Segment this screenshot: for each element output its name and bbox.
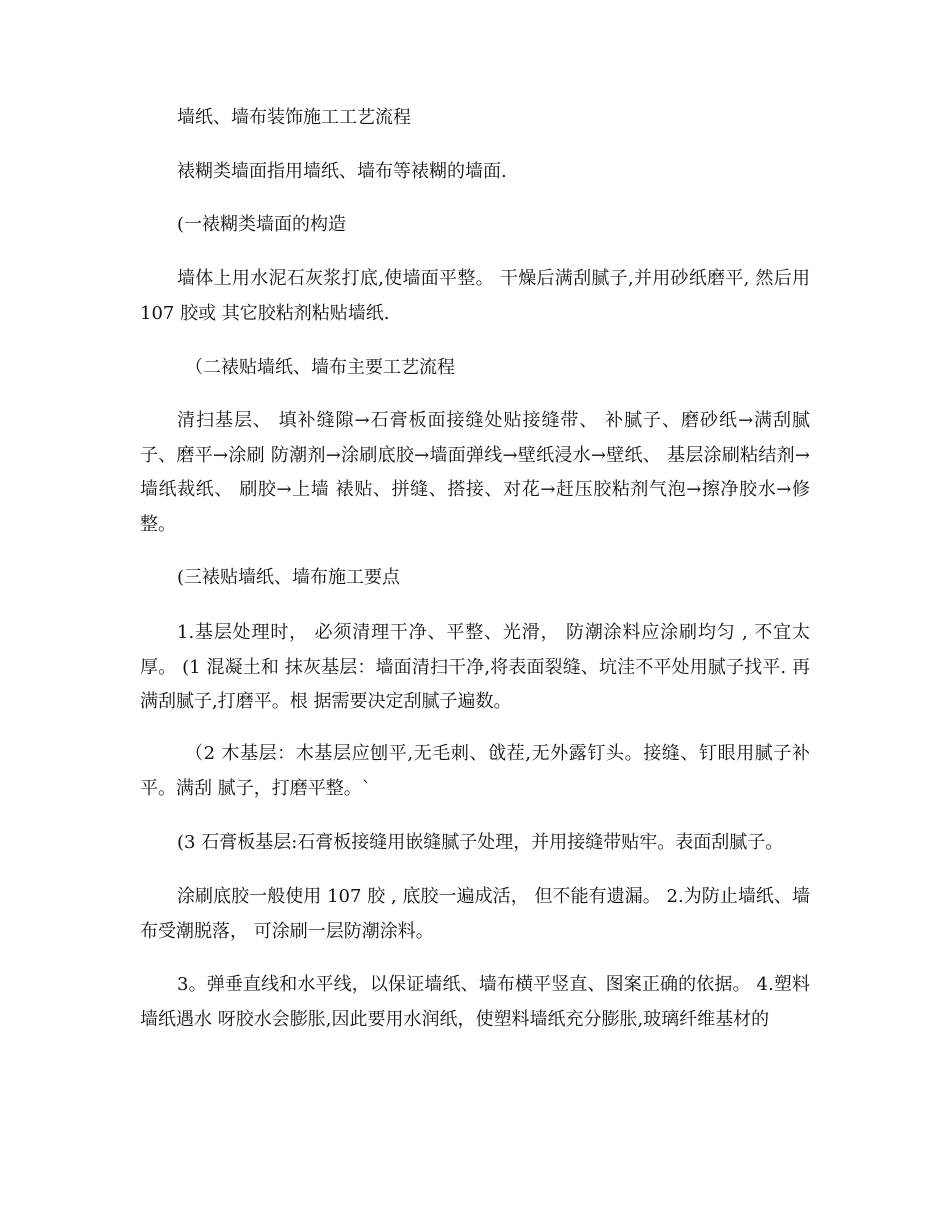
document-title: 墙纸、墙布装饰施工工艺流程 — [177, 107, 411, 128]
paragraph-base-treatment: 1.基层处理时， 必须清理干净、平整、光滑， 防潮涂料应涂刷均匀 , 不宜太厚。 (1 混凝土和 抹灰基层：墙面清扫干净,将表面裂缝、坑洼不平处用腻子找平. 再满刮腻子,打磨平。根 据需要决定刮腻子遍数。 — [140, 622, 810, 712]
paragraph-definition: 裱糊类墙面指用墙纸、墙布等裱糊的墙面. — [177, 161, 507, 182]
paragraph-structure: 墙体上用水泥石灰浆打底,使墙面平整。 干燥后满刮腻子,并用砂纸磨平, 然后用 107 胶或 其它胶粘剂粘贴墙纸. — [140, 268, 810, 324]
paragraph-primer: 涂刷底胶一般使用 107 胶 , 底胶一遍成活， 但不能有遗漏。 2.为防止墙纸、墙布受潮脱落， 可涂刷一层防潮涂料。 — [140, 886, 810, 942]
section-heading-2: （二裱贴墙纸、墙布主要工艺流程 — [185, 357, 455, 378]
paragraph-wood-base: （2 木基层：木基层应刨平,无毛刺、戗茬,无外露钉头。接缝、钉眼用腻子补平。满刮 腻子，打磨平整。` — [140, 743, 810, 799]
paragraph-gypsum-base: (3 石膏板基层:石膏板接缝用嵌缝腻子处理，并用接缝带贴牢。表面刮腻子。 — [177, 832, 784, 853]
paragraph-lines-and-soaking: 3。弹垂直线和水平线，以保证墙纸、墙布横平竖直、图案正确的依据。 4.塑料墙纸遇水 呀胶水会膨胀,因此要用水润纸，使塑料墙纸充分膨胀,玻璃纤维基材的 — [140, 974, 810, 1030]
section-heading-1: (一裱糊类墙面的构造 — [177, 214, 347, 235]
paragraph-process-flow: 清扫基层、 填补缝隙→石膏板面接缝处贴接缝带、 补腻子、磨砂纸→满刮腻子、磨平→涂刷 防潮剂→涂刷底胶→墙面弹线→壁纸浸水→壁纸、 基层涂刷粘结剂→墙纸裁纸、 刷胶→上墙 裱贴、拼缝、搭接、对花→赶压胶粘剂气泡→擦净胶水→修整。 — [140, 410, 810, 535]
section-heading-3: (三裱贴墙纸、墙布施工要点 — [177, 567, 401, 588]
